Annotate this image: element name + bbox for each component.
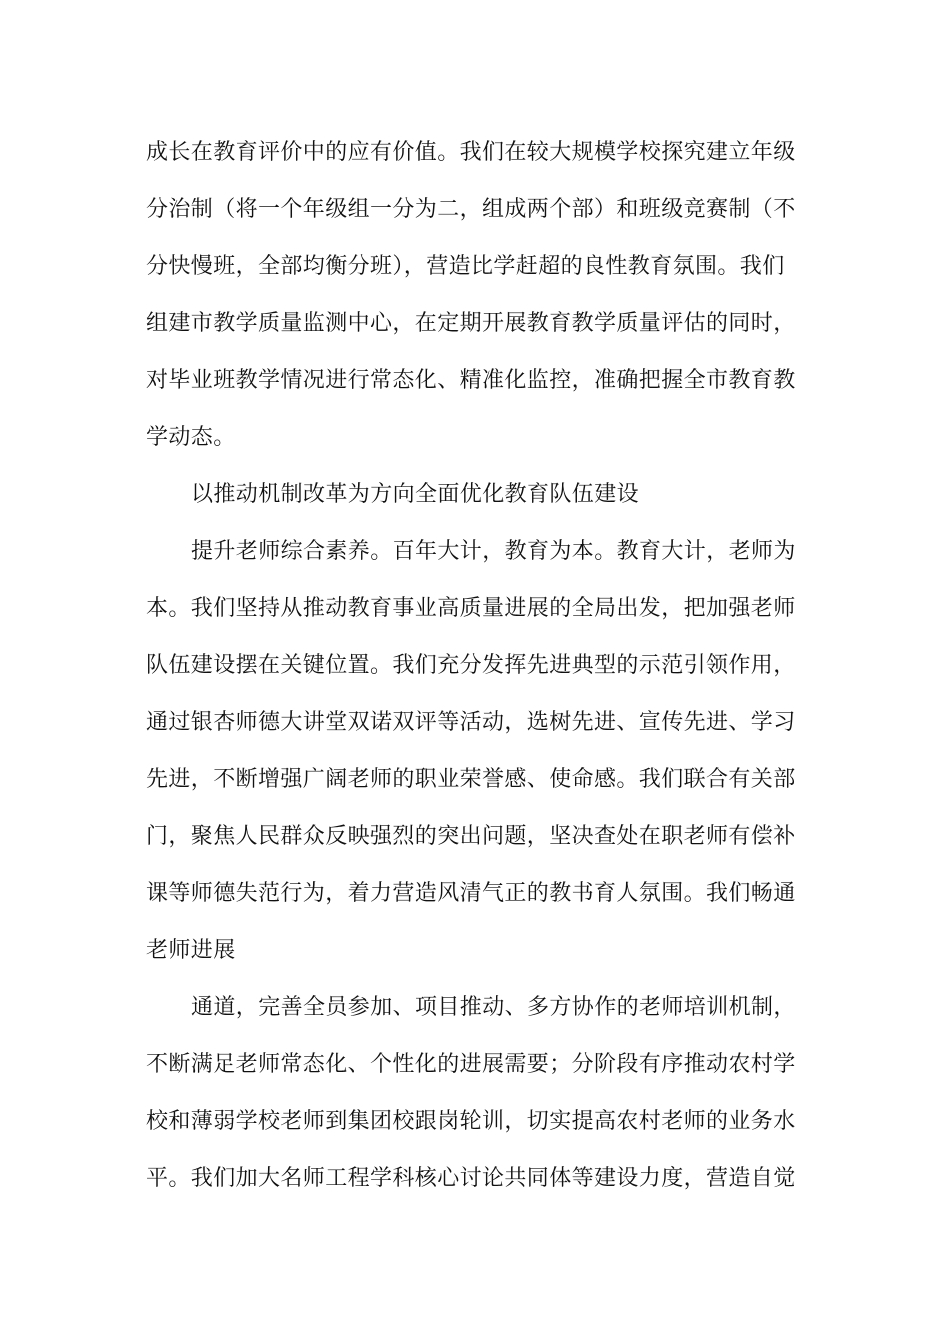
text-line-3: 分快慢班，全部均衡分班），营造比学赶超的良性教育氛围。我们 bbox=[146, 254, 785, 279]
text-line-8: 提升老师综合素养。百年大计，教育为本。教育大计，老师为 bbox=[191, 539, 796, 564]
text-line-15: 老师进展 bbox=[146, 938, 236, 963]
text-line-17: 不断满足老师常态化、个性化的进展需要；分阶段有序推动农村学 bbox=[146, 1052, 796, 1077]
text-line-11: 通过银杏师德大讲堂双诺双评等活动，选树先进、宣传先进、学习 bbox=[146, 710, 796, 735]
text-line-10: 队伍建设摆在关键位置。我们充分发挥先进典型的示范引领作用， bbox=[146, 653, 796, 678]
text-line-19: 平。我们加大名师工程学科核心讨论共同体等建设力度，营造自觉 bbox=[146, 1166, 796, 1191]
text-line-1: 成长在教育评价中的应有价值。我们在较大规模学校探究建立年级 bbox=[146, 140, 796, 165]
text-line-12: 先进，不断增强广阔老师的职业荣誉感、使命感。我们联合有关部 bbox=[146, 767, 796, 792]
text-line-9: 本。我们坚持从推动教育事业高质量进展的全局出发，把加强老师 bbox=[146, 596, 796, 621]
text-line-6: 学动态。 bbox=[146, 425, 236, 450]
text-line-14: 课等师德失范行为，着力营造风清气正的教书育人氛围。我们畅通 bbox=[146, 881, 796, 906]
text-line-4: 组建市教学质量监测中心，在定期开展教育教学质量评估的同时， bbox=[146, 311, 796, 336]
text-line-2: 分治制（将一个年级组一分为二，组成两个部）和班级竞赛制（不 bbox=[146, 197, 796, 222]
text-line-5: 对毕业班教学情况进行常态化、精准化监控，准确把握全市教育教 bbox=[146, 368, 796, 393]
section-heading: 以推动机制改革为方向全面优化教育队伍建设 bbox=[191, 482, 640, 507]
text-line-16: 通道，完善全员参加、项目推动、多方协作的老师培训机制， bbox=[191, 995, 796, 1020]
text-line-18: 校和薄弱学校老师到集团校跟岗轮训，切实提高农村老师的业务水 bbox=[146, 1109, 796, 1134]
text-line-13: 门，聚焦人民群众反映强烈的突出问题，坚决查处在职老师有偿补 bbox=[146, 824, 796, 849]
